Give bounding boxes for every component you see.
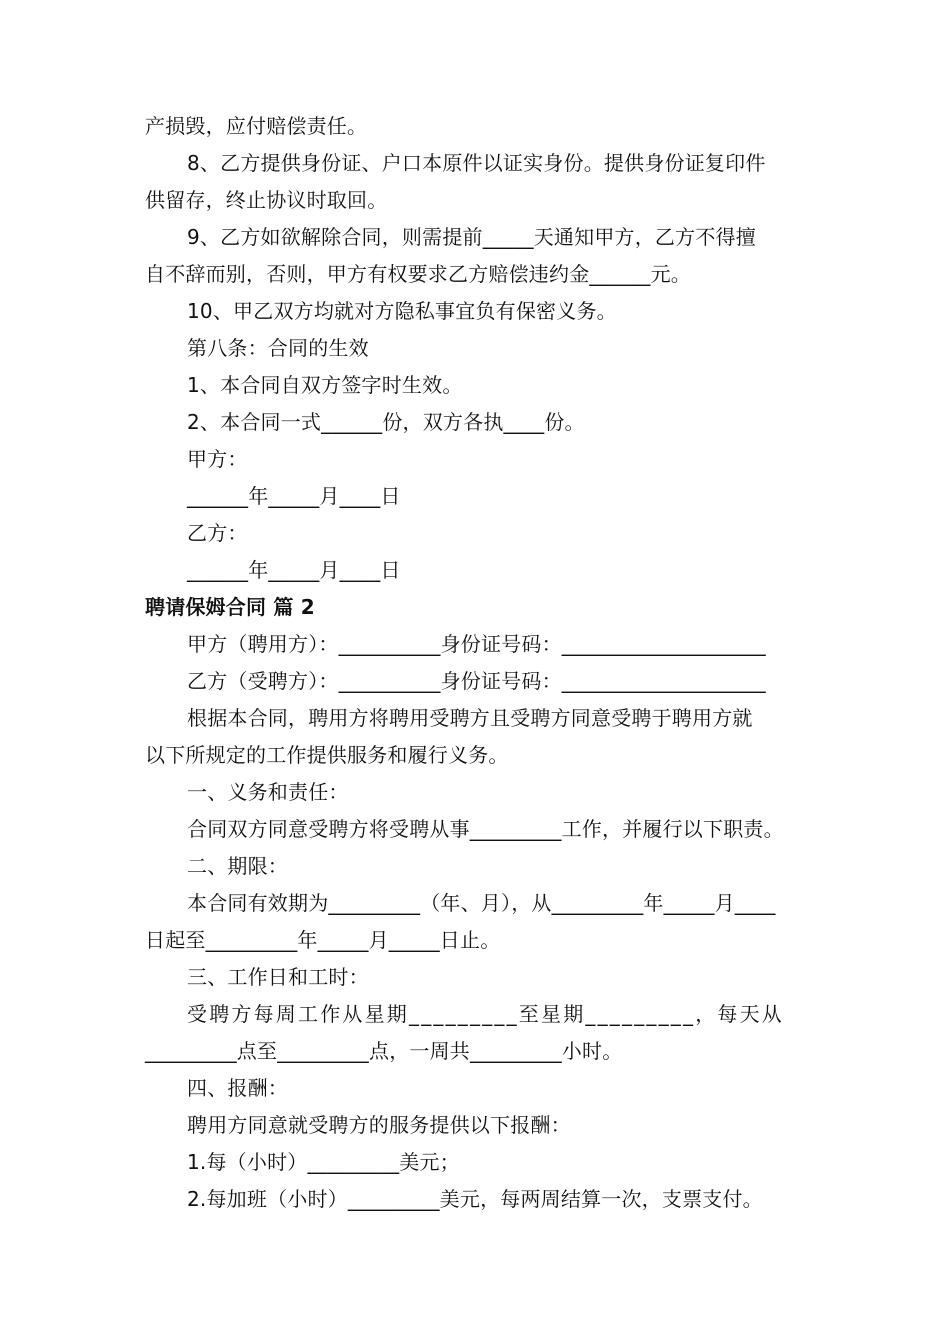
text-line: 1.每（小时）_________美元； (187, 1150, 460, 1174)
text-line: 供留存，终止协议时取回。 (145, 188, 388, 212)
section-title: 三、工作日和工时： (187, 965, 369, 989)
text-line: 甲方（聘用方）：__________身份证号码：____________________ (187, 632, 766, 656)
text-line: 8、乙方提供身份证、户口本原件以证实身份。提供身份证复印件 (187, 151, 766, 175)
text-line: 以下所规定的工作提供服务和履行义务。 (145, 743, 509, 767)
text-line: 本合同有效期为_________（年、月），从_________年_____月____ (187, 891, 776, 915)
text-line: 聘用方同意就受聘方的服务提供以下报酬： (187, 1113, 571, 1137)
section-title: 一、义务和责任： (187, 780, 349, 804)
text-line: 1、本合同自双方签字时生效。 (187, 373, 463, 397)
text-line: 9、乙方如欲解除合同，则需提前_____天通知甲方，乙方不得擅 (187, 225, 756, 249)
section-title: 四、报酬： (187, 1076, 288, 1100)
text-line: 自不辞而别，否则，甲方有权要求乙方赔偿违约金______元。 (145, 262, 691, 286)
text-line: 根据本合同，聘用方将聘用受聘方且受聘方同意受聘于聘用方就 (187, 706, 753, 730)
text-line: 产损毁，应付赔偿责任。 (145, 114, 368, 138)
section-title: 二、期限： (187, 854, 288, 878)
section-title: 第八条：合同的生效 (187, 336, 369, 360)
text-line: 乙方（受聘方）：__________身份证号码：____________________ (187, 669, 766, 693)
text-line: 日起至_________年_____月_____日止。 (145, 928, 501, 952)
text-line: 合同双方同意受聘方将受聘从事_________工作，并履行以下职责。 (187, 817, 784, 841)
date-line: ______年_____月____日 (187, 558, 401, 582)
party-a-label: 甲方： (187, 447, 248, 471)
text-line: 2.每加班（小时）_________美元，每两周结算一次，支票支付。 (187, 1187, 763, 1211)
document-body (145, 108, 815, 1218)
date-line: ______年_____月____日 (187, 484, 401, 508)
text-line: _________点至_________点，一周共_________小时。 (145, 1039, 623, 1063)
text-line: 10、甲乙双方均就对方隐私事宜负有保密义务。 (187, 299, 617, 323)
text-line: 受聘方每周工作从星期_________至星期_________，每天从 (187, 1002, 784, 1026)
contract-heading: 聘请保姆合同 篇 2 (145, 595, 315, 619)
party-b-label: 乙方： (187, 521, 248, 545)
text-line: 2、本合同一式______份，双方各执____份。 (187, 410, 585, 434)
